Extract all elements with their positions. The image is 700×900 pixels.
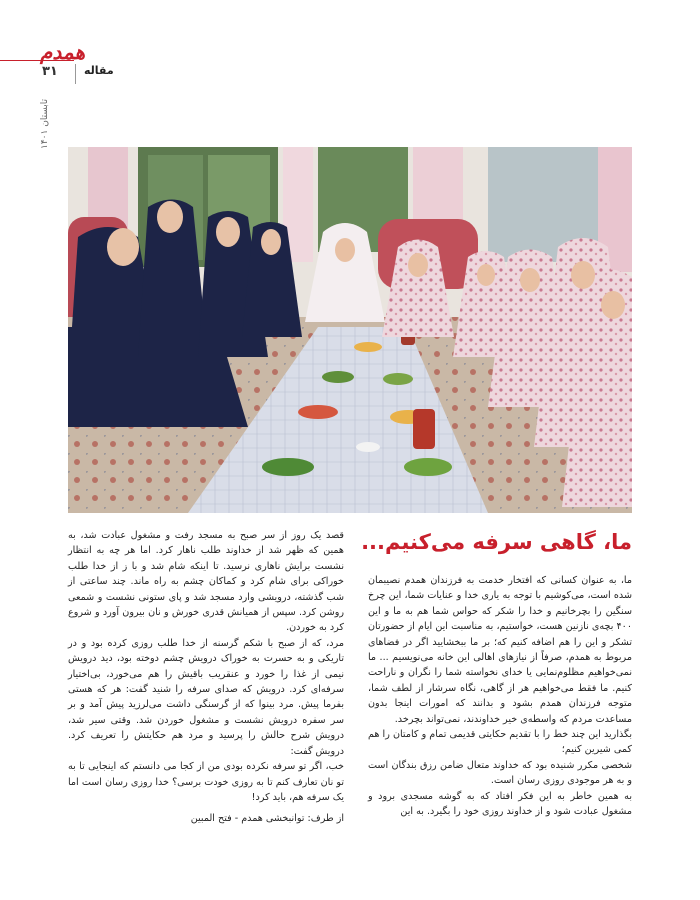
paragraph: ما، به عنوان کسانی که افتخار خدمت به فرزندان همدم نصیبمان شده است، می‌کوشیم با توجه به یاری خدا و عنایات شما، این چرخ سنگین را بچرخانیم و خدا را شکر که حواس شما هم به ما و این ۴۰۰ بچه‌ی نازنین هست، خواستیم، به مناسبت این ایام از حضورتان تشکر و این را هم اضافه کنیم که؛ بر ما ببخشایید اگر در فضاهای مربوط به همدم، صرفاً از نیازهای اهالی این خانه می‌نویسیم ... ما نمی‌خواهیم مظلوم‌نمایی یا خدای نخواسته شما را نگران و ناراحت کنیم. ما فقط می‌خواهیم هر از گاهی، نگاه سرشار از لطف شما، متوجه فرزندان همدم بشود و بدانند که امورات اینجا بدون مساعدت مردم که واسطه‌ی خیر خداوندند، نمی‌تواند بچرخد. bbox=[368, 575, 632, 725]
paragraph: بگذارید این چند خط را با تقدیم حکایتی قدیمی تمام و کامتان را هم کمی شیرین کنیم؛ bbox=[368, 729, 632, 756]
paragraph: شخصی مکرر شنیده بود که خداوند متعال ضامن رزق بندگان است و به هر موجودی روزی رسان است. bbox=[368, 759, 632, 787]
article-photo bbox=[68, 147, 632, 513]
paragraph: به همین خاطر به این فکر افتاد که به گوشه مسجدی برود و مشغول عبادت شود و از خداوند روزی خود را بگیرد. به این bbox=[368, 790, 632, 818]
page-number: ۳۱ bbox=[42, 64, 58, 79]
header-rule bbox=[0, 60, 74, 61]
article-column-right bbox=[368, 573, 632, 820]
paragraph: خب، اگر تو سرفه نکرده بودی من از کجا می دانستم که اینجایی تا به تو نان تعارف کنم تا به روزی خودت برسی؟ خدا روزی رسان است اما یک سرفه هم، باید کرد! bbox=[68, 761, 344, 803]
article-title: ما، گاهی سرفه می‌کنیم... bbox=[361, 530, 632, 554]
section-label: مقاله bbox=[84, 64, 114, 77]
magazine-logo: همدم bbox=[40, 40, 85, 64]
issue-label: تابستان ۱۴۰۱ bbox=[40, 98, 50, 150]
paragraph: مرد، که از صبح با شکم گرسنه از خدا طلب روزی کرده بود و در تاریکی و به حسرت به خوراک درویش چشم دوخته بود، دید درویش نیمی از غذا را خورد و عنقریب باقیش را هم می‌خورد، بی‌اختیار سرفه‌ای کرد. درویش که صدای سرفه را شنید گفت: هر که هستی بفرما پیش. مرد بینوا که از گرسنگی داشت می‌لرزید پیش آمد و بر سر سفره درویش نشست و مشغول خوردن شد. وقتی سیر شد، درویش شرح حالش را پرسید و مرد هم حکایتش را تعریف کرد. درویش گفت: bbox=[68, 637, 344, 757]
article-column-left bbox=[68, 528, 344, 827]
author-byline: از طرف: توانبخشی همدم - فتح المبین bbox=[190, 813, 344, 825]
girls-sitting-around-sofreh-icon bbox=[68, 147, 632, 513]
paragraph: قصد یک روز از سر صبح به مسجد رفت و مشغول عبادت شد، به همین که ظهر شد از خداوند طلب ناهار کرد. اما هر چه به انتظار نشست برایش ناهاری نرسید. تا اینکه شام شد و با ز از خدا طلب خوراکی برای شام کرد و کماکان چشم به راه ماند. چند ساعتی از شب گذشته، درویشی وارد مسجد شد و پای ستونی نشست و شمعی روشن کرد. سپس از همیانش قدری خورش و نان بیرون آورد و شروع کرد به خوردن. bbox=[68, 530, 344, 634]
header-divider bbox=[75, 64, 76, 84]
